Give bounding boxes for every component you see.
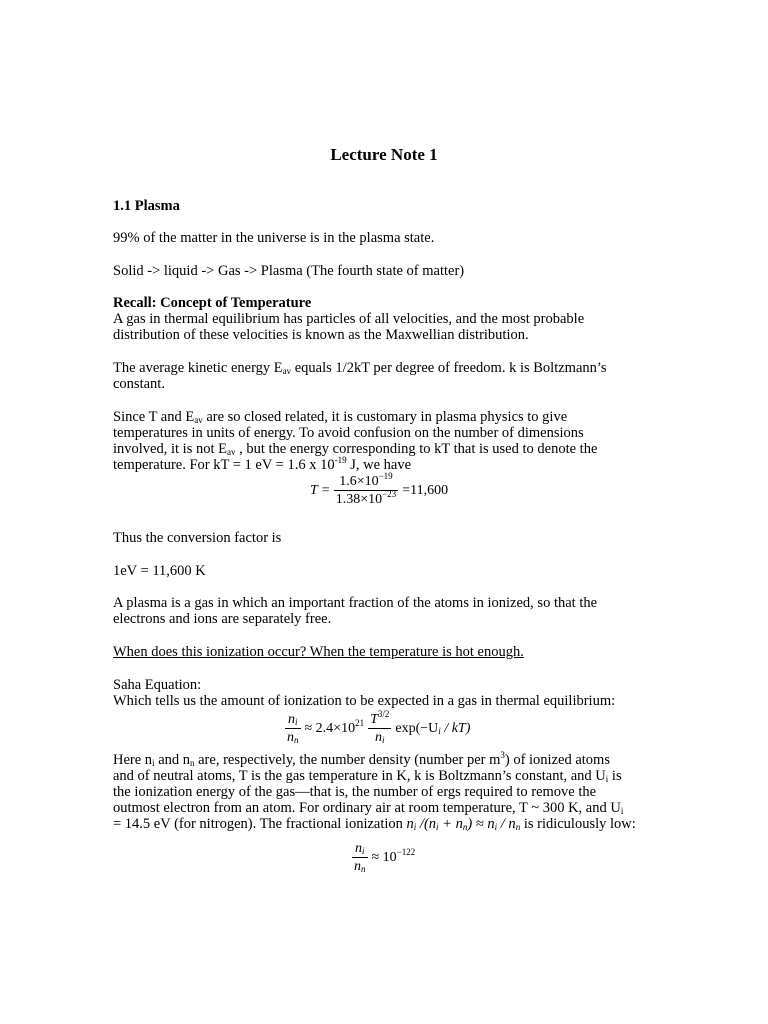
ionization-ratio-equation: $\frac{n_i}{n_n}$ ≈ $10^{-122}$	[354, 841, 416, 874]
paragraph-states: Solid -> liquid -> Gas -> Plasma (The fourth state of matter)	[113, 263, 465, 279]
avg-line-2: constant.	[113, 376, 165, 392]
since-line-2: temperatures in units of energy. To avoid confusion on the number of dimensions	[113, 425, 584, 441]
paragraph-ev: 1eV = 11,600 K	[113, 563, 206, 579]
saha-heading: Saha Equation:	[113, 677, 202, 693]
recall-heading: Recall: Concept of Temperature	[113, 295, 312, 311]
avg-line-1: The average kinetic energy $E_{av}$ equals 1/2kT per degree of freedom. k is Boltzmann’s	[113, 360, 607, 376]
paragraph-since	[113, 409, 653, 473]
recall-block	[113, 295, 653, 343]
here-line-5: = 14.5 eV (for nitrogen). The fractional ionization $n_i$ $/(n_i + n_n) \approx n_i / n_n$ is ridiculously low:	[113, 816, 636, 832]
since-line-1: Since T and $E_{av}$ are so closed related, it is customary in plasma physics to give	[113, 409, 568, 425]
here-line-4: outmost electron from an atom. For ordinary air at room temperature, T ~ 300 K, and $U_i$	[113, 800, 624, 816]
paragraph-here	[113, 752, 653, 832]
since-line-3: involved, it is not $E_{av}$ , but the energy corresponding to kT that is used to denote the	[113, 441, 598, 457]
recall-line-1: A gas in thermal equilibrium has particles of all velocities, and the most probable	[113, 311, 585, 327]
paragraph-plasma	[113, 595, 653, 627]
saha-description: Which tells us the amount of ionization to be expected in a gas in thermal equilibrium:	[113, 693, 616, 709]
paragraph-average-energy	[113, 360, 653, 392]
plasma-line-2: electrons and ions are separately free.	[113, 611, 332, 627]
temperature-equation: T = $\frac{1.6\times 10^{-19}}{1.38\times 10^{-23}}$ =11,600	[310, 471, 449, 507]
paragraph-conversion: Thus the conversion factor is	[113, 530, 282, 546]
saha-equation: $\frac{n_i}{n_n}$ ≈ $2.4\times 10^{21}$ $\frac{T^{3/2}}{n_i}$ $\exp(-U_i / kT)$	[287, 709, 471, 745]
ionization-ratio-fraction: $\frac{n_i}{n_n}$	[354, 841, 366, 874]
here-line-2: and of neutral atoms, T is the gas temperature in K, k is Boltzmann’s constant, and $U_i$ is	[113, 768, 622, 784]
temperature-fraction: $\frac{1.6\times 10^{-19}}{1.38\times 10^{-23}}$	[335, 471, 397, 507]
here-line-1: Here $n_i$ and $n_n$ are, respectively, the number density (number per $m^3$) of ionized atoms	[113, 750, 610, 768]
paragraph-question: When does this ionization occur? When the temperature is hot enough.	[113, 644, 524, 660]
page-title: Lecture Note 1	[330, 145, 438, 164]
here-line-3: the ionization energy of the gas—that is, the number of ergs required to remove the	[113, 784, 597, 800]
recall-line-2: distribution of these velocities is known as the Maxwellian distribution.	[113, 327, 529, 343]
saha-temperature-fraction: $\frac{T^{3/2}}{n_i}$	[370, 709, 390, 745]
saha-block	[113, 677, 653, 709]
plasma-line-1: A plasma is a gas in which an important fraction of the atoms in ionized, so that the	[113, 595, 598, 611]
section-heading: 1.1 Plasma	[113, 198, 180, 214]
paragraph-matter: 99% of the matter in the universe is in the plasma state.	[113, 230, 435, 246]
since-line-4: temperature. For kT = 1 eV = 1.6 x $10^{-19}$ J, we have	[113, 455, 412, 473]
saha-lhs-fraction: $\frac{n_i}{n_n}$	[287, 712, 299, 745]
